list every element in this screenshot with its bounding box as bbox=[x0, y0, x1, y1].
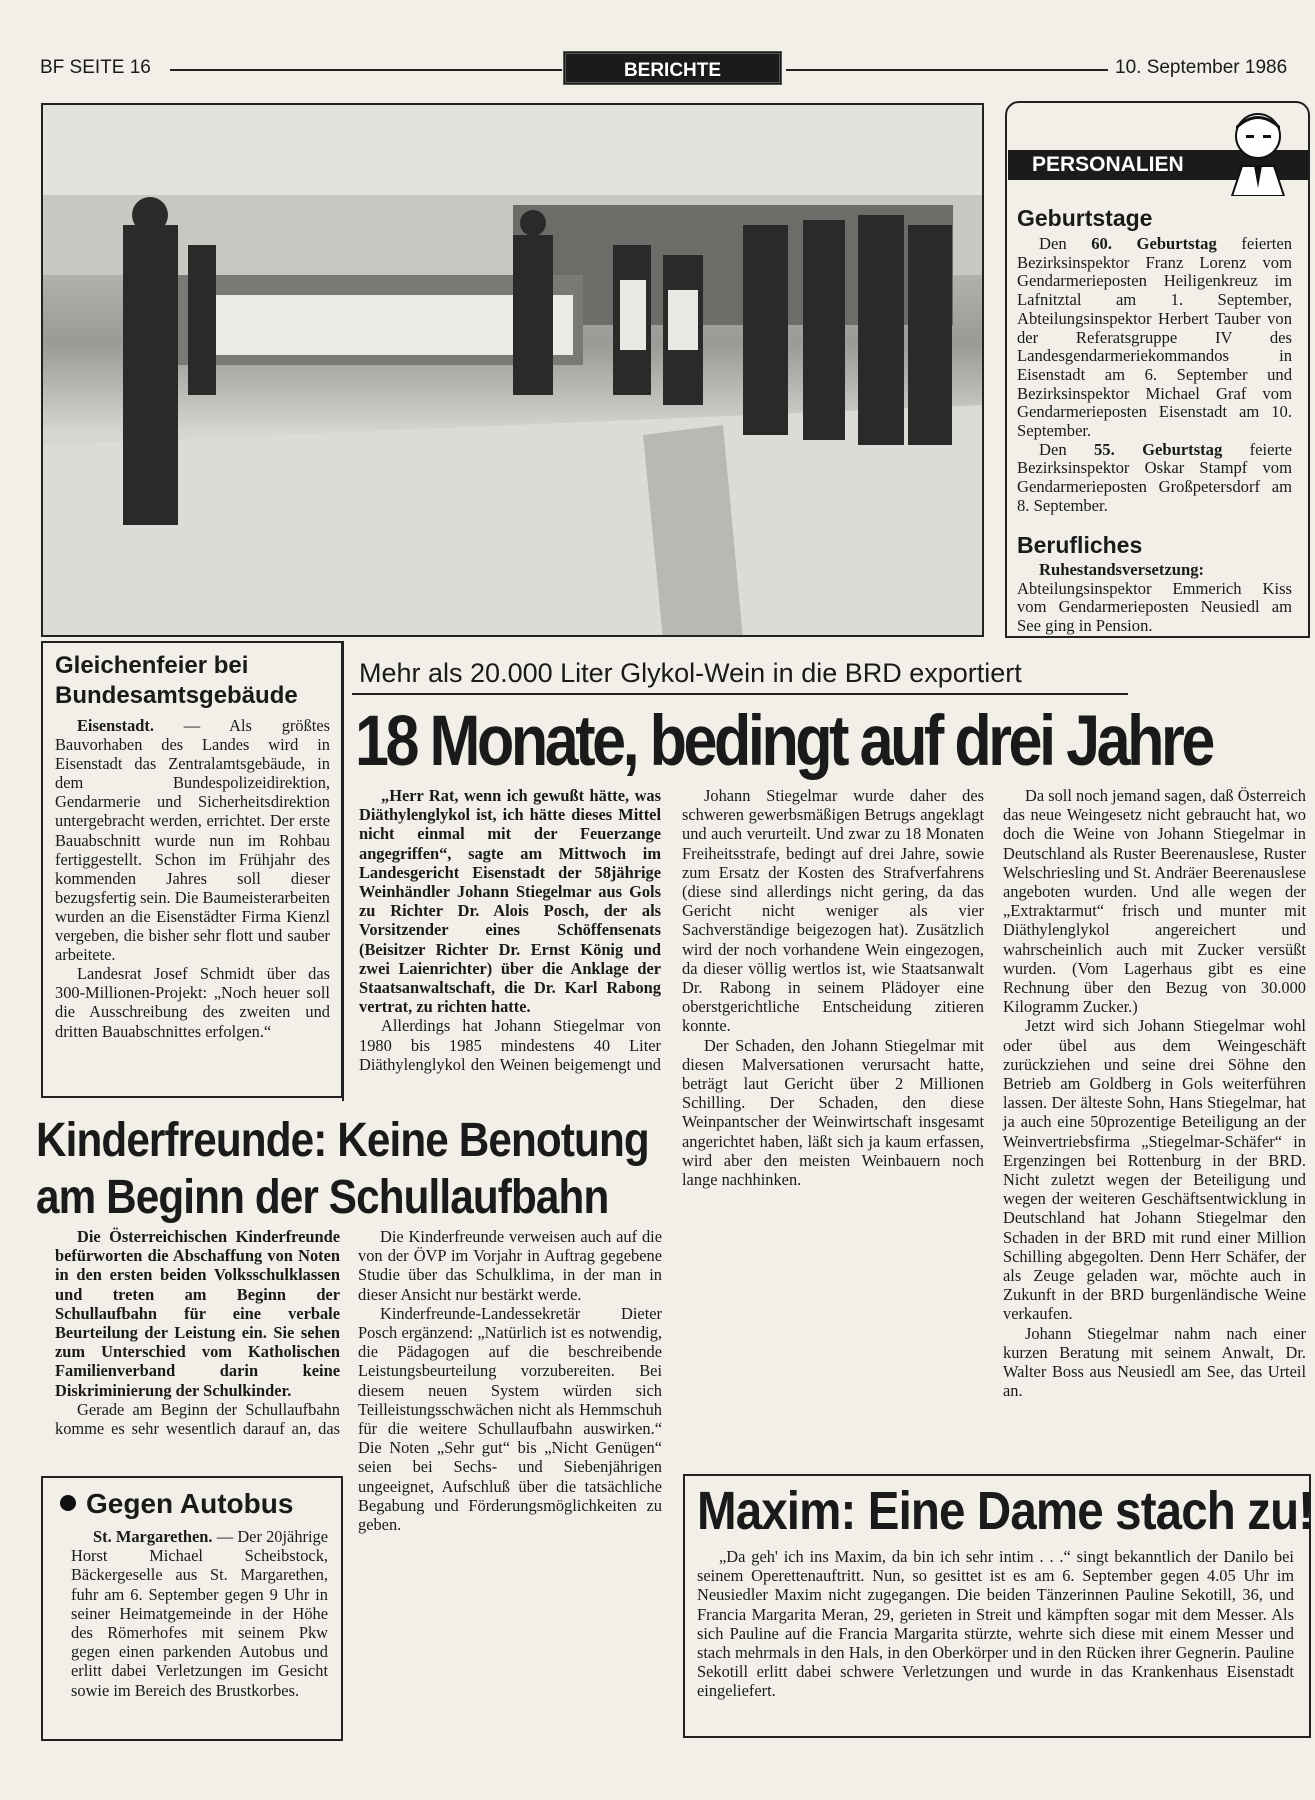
autobus-title-row bbox=[60, 1488, 293, 1520]
kicker-rule bbox=[352, 693, 1128, 695]
glykol-kicker: Mehr als 20.000 Liter Glykol-Wein in die BRD exportiert bbox=[359, 658, 1022, 688]
kinderfreunde-col-2 bbox=[358, 1227, 662, 1534]
glykol-p2: Johann Stiegelmar wurde daher des schweren gewerbsmäßigen Betrugs angeklagt und auch verurteilt. Und zwar zu 18 Monaten Freiheitsstrafe, bedingt auf drei Jahre, sowie zum Ersatz der Kosten des Strafverfahrens (diese sind allerdings nicht gering, da das Gericht nicht weniger als vier Sachverständige beigezogen hat). Zusätzlich wird der noch vorhandene Wein eingezogen, da dieser völlig wertlos ist, wie Staatsanwalt Dr. Rabong in seinem Plädoyer eine oberstgerichtliche Entscheidung zitieren konnte. bbox=[682, 786, 984, 1036]
gleichenfeier-p2: Landesrat Josef Schmidt über das 300-Millionen-Projekt: „Noch heuer soll die Ausschreibung des zweiten und dritten Bauabschnittes erfolgen.“ bbox=[55, 964, 330, 1041]
personalien-text-2 bbox=[1017, 561, 1292, 636]
personalien-text-1 bbox=[1017, 235, 1292, 516]
p2c: feierte Bezirksinspektor Oskar Stampf vom Gendarmerieposten Großpetersdorf am 8. September. bbox=[1017, 439, 1292, 515]
personalien-banner: PERSONALIEN bbox=[1008, 150, 1308, 180]
section-banner: BERICHTE bbox=[563, 51, 782, 85]
glykol-p5: Jetzt wird sich Johann Stiegelmar wohl oder übel aus dem Weingeschäft zurückziehen und seine drei Söhne den Betrieb am Goldberg in Gols weiterführen lassen. Der älteste Sohn, Hans Stiegelmar, hat ja auch eine 50prozentige Beteiligung an der Weinvertriebsfirma „Stiegelmar-Schäfer“ in Ergenzingen bei Rottenburg in der BRD. Nicht zuletzt wegen der Beteiligung und wegen der weiteren Geschäftsentwicklung in Deutschland hat Johann Stiegelmar den Schaden in der BRD mit rund einer Million Schilling abgegolten. Denn Herr Schäfer, der als Zeuge geladen war, möchte auch in Zukunft in der BRD burgenländische Weine verkaufen. bbox=[1003, 1016, 1306, 1324]
glykol-p3: Der Schaden, den Johann Stiegelmar mit diesen Malversationen verursacht hatte, beträgt laut Gericht über 2 Millionen Schilling. Der Schaden, den diese Weinpantscher der Weinwirtschaft insgesamt angerichtet haben, läßt sich ja kaum erfassen, wird aber den meisten Weinbauern noch lange nachhinken. bbox=[682, 1035, 984, 1190]
person-icon bbox=[1222, 108, 1304, 196]
maxim-text bbox=[697, 1547, 1294, 1701]
kinderfreunde-lead: Die Österreichischen Kinderfreunde befürworten die Abschaffung von Noten in den ersten beiden Volksschulklassen und treten am Beginn der Schullaufbahn für eine verbale Beurteilung der Leistung ein. Sie sehen zum Unterschied vom Katholischen Familienverband darin keine Diskriminierung der Schulkinder. bbox=[55, 1227, 340, 1400]
gleichenfeier-place: Eisenstadt. bbox=[77, 716, 154, 735]
header-rule-right bbox=[786, 69, 1108, 71]
p1c: feierten Bezirksinspektor Franz Lorenz vom Gendarmerieposten Heiligenkreuz im Lafnitztal am 1. September, Abteilungsinspektor Herbert Tauber von der Referatsgruppe IV des Landesgendarmeriekommandos in Eisenstadt am 6. September und Bezirksinspektor Michael Graf vom Gendarmerieposten Eisenstadt am 10. September. bbox=[1017, 234, 1292, 441]
gleichenfeier-text bbox=[55, 716, 330, 1041]
photo-illustration bbox=[43, 105, 984, 637]
p2a: Den bbox=[1039, 439, 1094, 459]
header-rule-left bbox=[170, 69, 562, 71]
maxim-headline: Maxim: Eine Dame stach zu! bbox=[697, 1481, 1314, 1541]
page-label: BF SEITE 16 bbox=[40, 57, 151, 78]
glykol-p1: Allerdings hat Johann Stiegelmar von 1980 bis 1985 mindestens 40 Liter Diäthylenglykol den Weinen beigemengt und bbox=[359, 1016, 661, 1074]
personalien-heading-geburtstage: Geburtstage bbox=[1017, 205, 1153, 231]
glykol-col-3 bbox=[1003, 786, 1306, 1401]
kinderfreunde-headline-1: Kinderfreunde: Keine Benotung bbox=[36, 1114, 649, 1167]
kinderfreunde-p2: Die Kinderfreunde verweisen auch auf die von der ÖVP im Vorjahr in Auftrag gegebene Studie über das Schulklima, in der man in dieser Ansicht nur bestärkt werde. bbox=[358, 1227, 662, 1304]
autobus-text bbox=[71, 1527, 328, 1700]
p1a: Den bbox=[1039, 234, 1092, 253]
bullet-icon bbox=[60, 1495, 76, 1511]
kinderfreunde-p3: Kinderfreunde-Landessekretär Dieter Posch ergänzend: „Natürlich ist es notwendig, die Pädagogen auf die beschreibende Leistungsbeurteilung vorzubereiten. Bei diesem neuen System würden sich Teilleistungsschwächen nicht als Hemmschuh für die weitere Schullaufbahn auswirken.“ Die Noten „Sehr gut“ bis „Nicht Genügen“ seien bei Sechs- und Siebenjährigen ungeeignet, Aufschluß über die tatsächliche Begabung und Förderungsmöglichkeiten zu geben. bbox=[358, 1303, 662, 1535]
autobus-title: Gegen Autobus bbox=[86, 1488, 294, 1519]
glykol-col-1 bbox=[359, 786, 661, 1074]
glykol-p4: Da soll noch jemand sagen, daß Österreich das neue Weingesetz nicht gebraucht hat, wo doch die Weine von Johann Stiegelmar in Deutschland als Ruster Beerenauslese, Ruster Welschriesling und St. Andräer Beerenauslese angeboten wurden. Und alle wegen der „Extraktarmut“ frisch und munter mit Diäthylenglykol angereichert und wahrscheinlich auch mit Zucker versüßt wurden. (Vom Lagerhaus gibt es eine Rechnung über den Bezug von 30.000 Kilogramm Zucker.) bbox=[1003, 786, 1306, 1017]
gleichenfeier-p1: — Als größtes Bauvorhaben des Landes wird in Eisenstadt das Zentralamtsgebäude, in dem Bundespolizeidirektion, Gendarmerie und Sicherheitsdirektion untergebracht werden, errichtet. Der erste Bauabschnitt wurde nun im Rohbau fertiggestellt. Schon im Frühjahr des kommenden Jahres soll dieser bezugsfertig sein. Die Baumeisterarbeiten wurden an die Eisenstädter Firma Kienzl vergeben, die bisher sehr flott und sauber arbeitete. bbox=[55, 716, 330, 965]
news-photo bbox=[41, 103, 984, 637]
p2b: 55. Geburtstag bbox=[1094, 439, 1223, 459]
p3b: Abteilungsinspektor Emmerich Kiss vom Gendarmerieposten Neusiedl am See ging in Pension. bbox=[1017, 578, 1292, 636]
p1b: 60. Geburtstag bbox=[1091, 234, 1217, 253]
p3a: Ruhestandsversetzung: bbox=[1039, 560, 1205, 579]
glykol-box-left bbox=[342, 641, 344, 1101]
issue-date: 10. September 1986 bbox=[1115, 57, 1288, 78]
personalien-heading-berufliches: Berufliches bbox=[1017, 532, 1143, 558]
kinderfreunde-col-1 bbox=[55, 1227, 340, 1438]
glykol-p6: Johann Stiegelmar nahm nach einer kurzen Beratung mit seinem Anwalt, Dr. Walter Boss aus Neusiedl am See, das Urteil an. bbox=[1003, 1323, 1306, 1401]
autobus-body: — Der 20jährige Horst Michael Scheibstock, Bäckergeselle aus St. Margarethen, fuhr am 6. September gegen 9 Uhr in seiner Heimatgemeinde in der Höhe des Römerhofes mit seinem Pkw gegen einen parkenden Autobus und erlitt dabei Verletzungen im Gesicht sowie im Bereich des Brustkorbes. bbox=[71, 1527, 328, 1700]
glykol-headline: 18 Monate, bedingt auf drei Jahre bbox=[355, 702, 1212, 781]
glykol-lead: „Herr Rat, wenn ich gewußt hätte, was Diäthylenglykol ist, ich hätte dieses Mittel nicht einmal mit der Feuerzange angegriffen“, sagte am Mittwoch im Landesgericht Eisenstadt der 58jährige Weinhändler Johann Stiegelmar aus Gols zu Richter Dr. Alois Posch, der als Vorsitzender eines Schöffensenats (Beisitzer Richter Dr. Ernst König und zwei Laienrichter) über die Anklage der Staatsanwaltschaft, die Dr. Karl Rabong vertrat, zu richten hatte. bbox=[359, 786, 661, 1017]
glykol-col-2 bbox=[682, 786, 984, 1189]
autobus-place: St. Margarethen. bbox=[93, 1527, 213, 1546]
gleichenfeier-title: Gleichenfeier bei Bundesamtsgebäude bbox=[55, 652, 298, 709]
maxim-body: „Da geh' ich ins Maxim, da bin ich sehr intim . . .“ singt bekanntlich der Danilo bei seinem Operettenauftritt. Nun, so gesittet ist es am 6. September gegen 4.05 Uhr im Neusiedler Maxim nicht zugegangen. Die beiden Tänzerinnen Pauline Sekotill, 36, und Francia Margarita Meran, 29, gerieten in Streit und kämpften sogar mit dem Messer. Als sich Pauline auf die Francia Margarita stürzte, wehrte sich diese mit einem Messer und stach mehrmals in den Hals, in den Oberkörper und in den Rücken ihrer Gegnerin. Pauline Sekotill erlitt dabei schwere Verletzungen und wurde in das Krankenhaus Eisenstadt eingeliefert. bbox=[697, 1547, 1294, 1701]
kinderfreunde-headline-2: am Beginn der Schullaufbahn bbox=[36, 1171, 609, 1224]
kinderfreunde-p1: Gerade am Beginn der Schullaufbahn komme es sehr wesentlich darauf an, das bbox=[55, 1399, 340, 1438]
